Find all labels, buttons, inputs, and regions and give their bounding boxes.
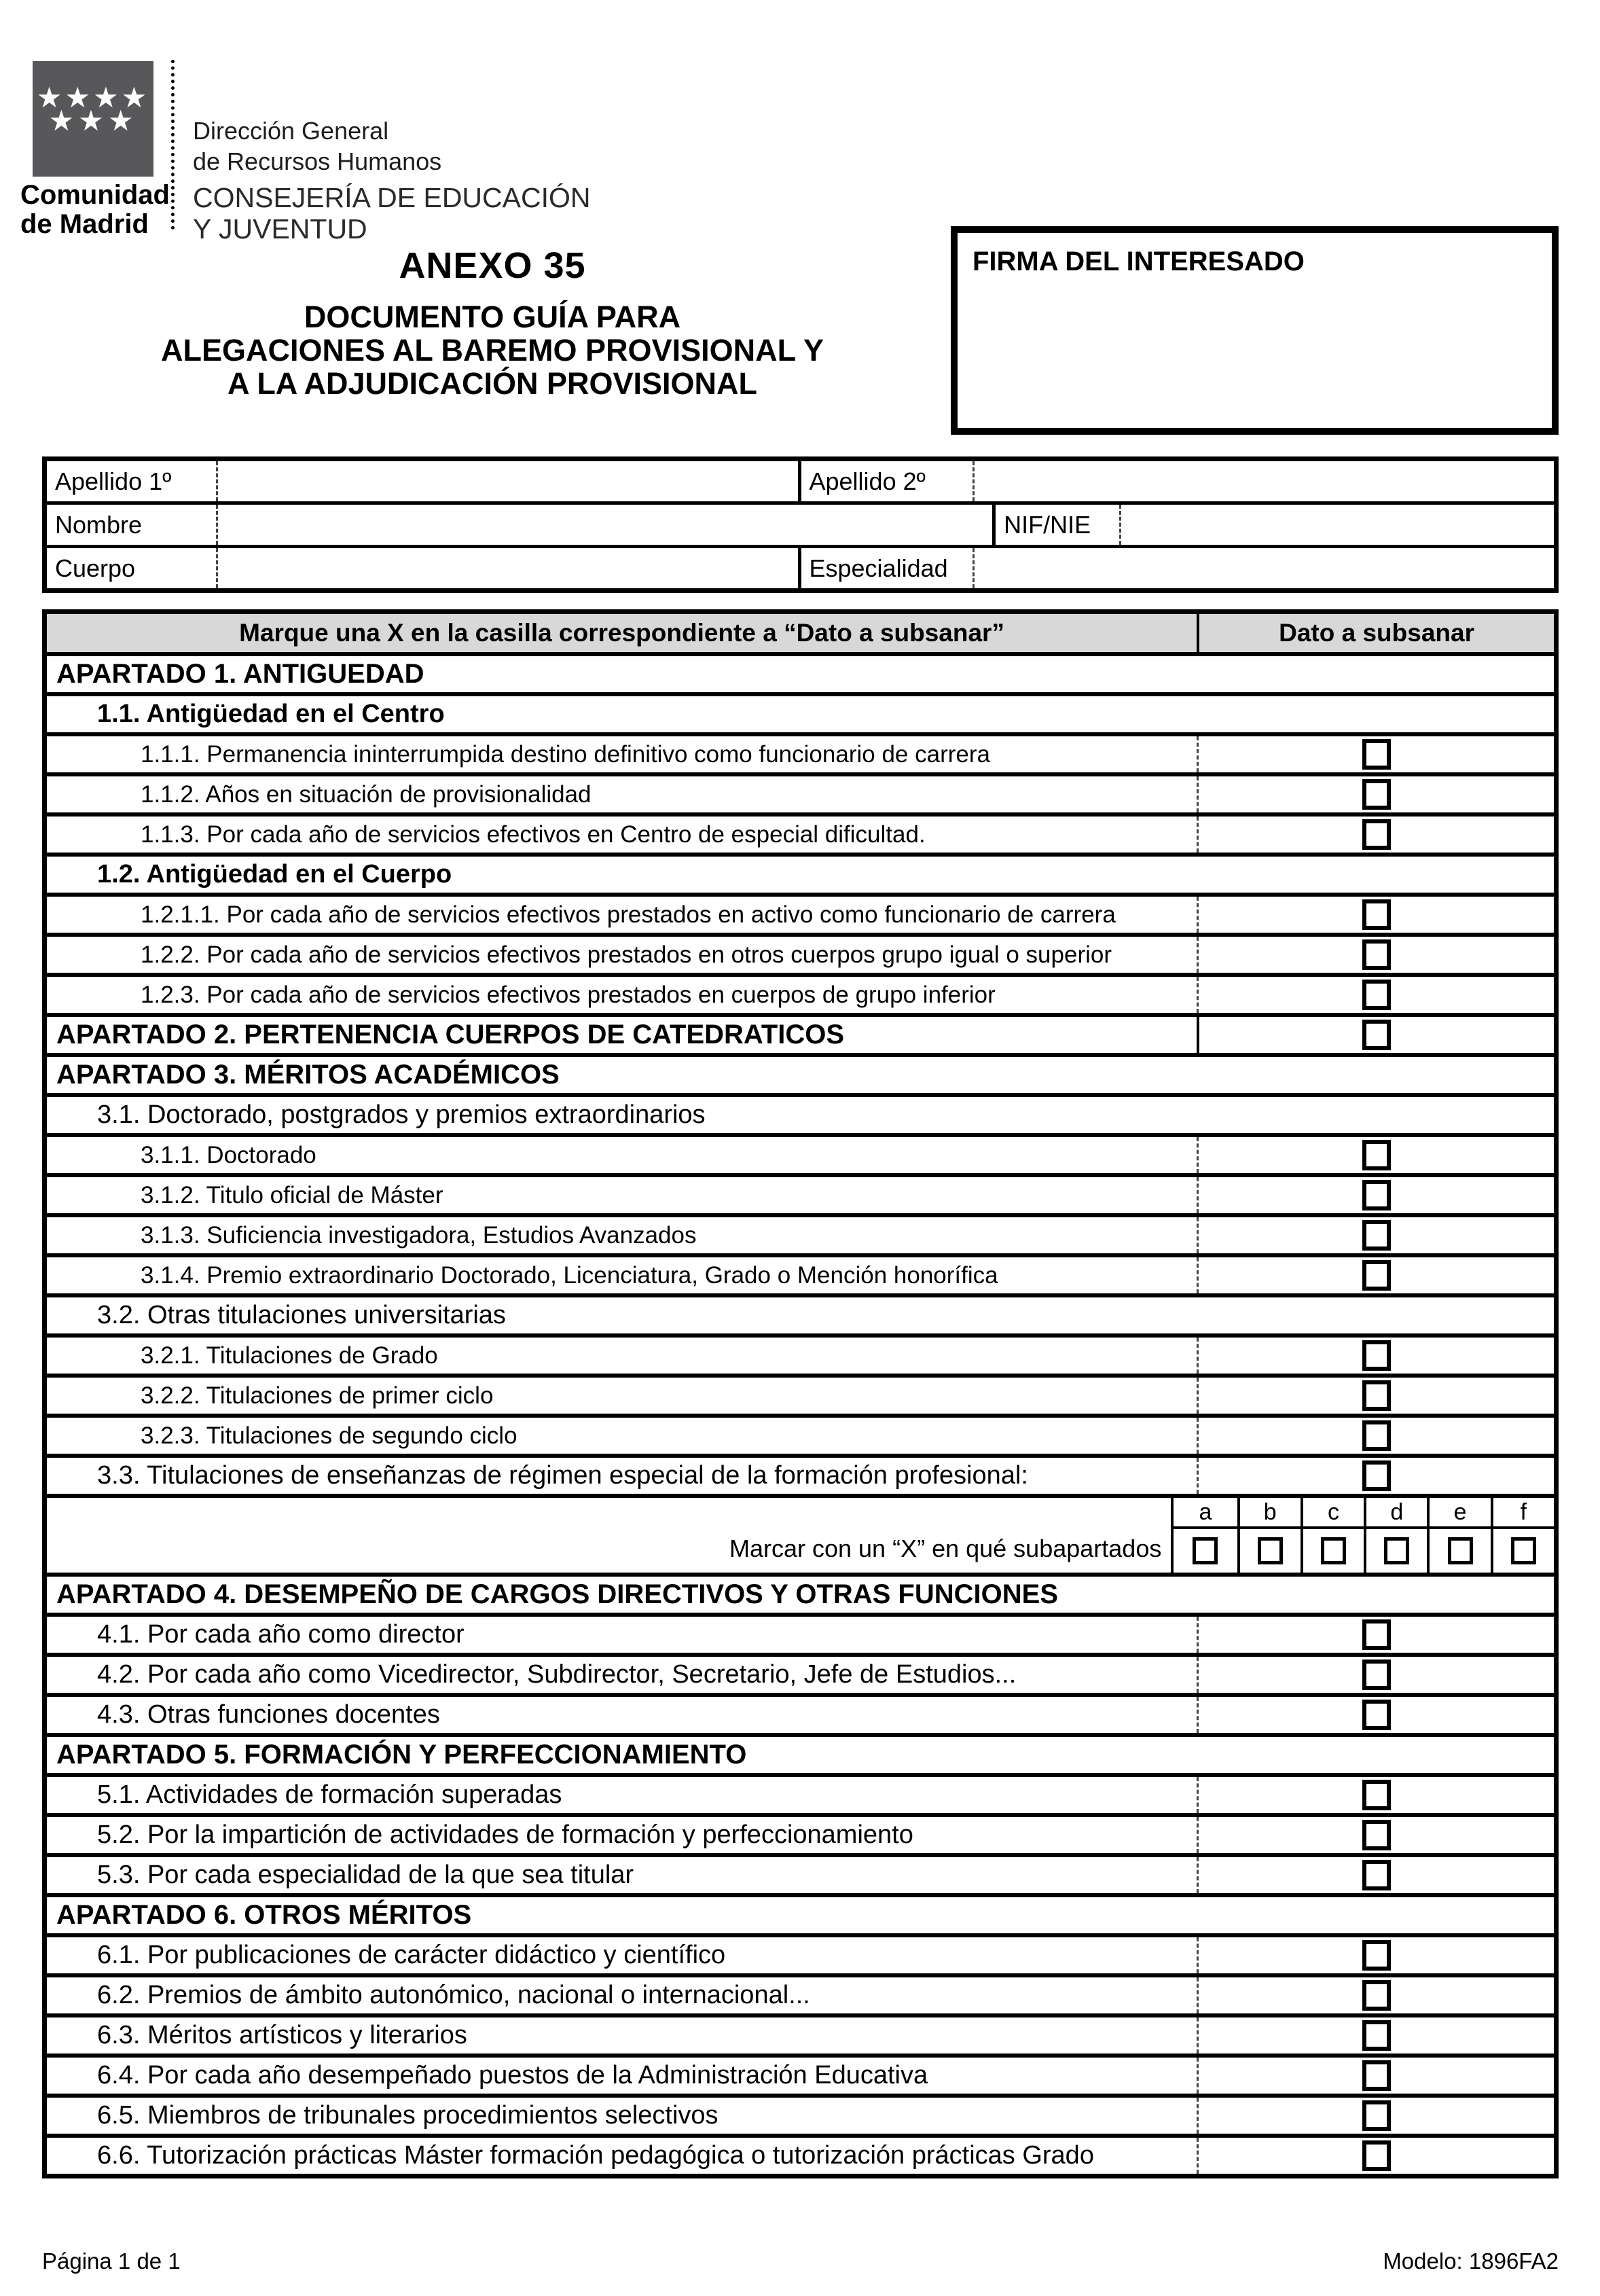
dato-a-subsanar-checkbox[interactable] [1362,2100,1391,2131]
subapartados-checkbox-row [1174,1529,1554,1573]
dato-a-subsanar-cell [1197,1977,1554,2013]
table-row [47,772,1554,812]
table-row [47,1973,1554,2013]
subapartado-e-checkbox[interactable] [1448,1537,1473,1564]
row-label: 4.1. Por cada año como director [97,1620,465,1649]
dato-a-subsanar-cell [1197,2058,1554,2094]
dato-a-subsanar-checkbox[interactable] [1362,1780,1391,1810]
row-label: 1.1.3. Por cada año de servicios efectivos en Centro de especial dificultad. [141,821,926,848]
nombre-field[interactable] [218,505,992,545]
row-label: APARTADO 4. DESEMPEÑO DE CARGOS DIRECTIVOS Y OTRAS FUNCIONES [56,1579,1058,1609]
dato-a-subsanar-checkbox[interactable] [1362,1380,1391,1411]
table-row [47,692,1554,732]
model-number: Modelo: 1896FA2 [1383,2248,1559,2274]
row-label: 1.2.2. Por cada año de servicios efectivos prestados en otros cuerpos grupo igual o superior [141,941,1112,968]
madrid-flag-stars-icon [33,82,153,137]
row-label: 3.1.1. Doctorado [141,1141,316,1168]
personal-data-table [42,456,1559,593]
dato-a-subsanar-cell [1197,1338,1554,1374]
row-label: 3.2.3. Titulaciones de segundo ciclo [141,1422,517,1449]
table-row [47,933,1554,973]
dato-a-subsanar-checkbox[interactable] [1362,2140,1391,2171]
apellido2-label: Apellido 2º [798,461,975,501]
subapartado-a-checkbox[interactable] [1193,1537,1218,1564]
dato-a-subsanar-cell [1197,736,1554,772]
logo-caption-line2: de Madrid [20,209,149,239]
dato-a-subsanar-cell [1197,1137,1554,1173]
row-label: 1.1.2. Años en situación de provisionalidad [141,781,592,808]
subapartado-e-cell [1427,1529,1490,1573]
nif-label: NIF/NIE [992,505,1121,545]
row-label: 3.1.2. Titulo oficial de Máster [141,1181,443,1208]
table-header-right: Dato a subsanar [1197,614,1554,652]
row-label: APARTADO 6. OTROS MÉRITOS [56,1900,472,1930]
dato-a-subsanar-cell [1197,977,1554,1013]
row-label: 5.3. Por cada especialidad de la que sea titular [97,1861,634,1889]
subapartado-letter: d [1364,1498,1427,1526]
dato-a-subsanar-cell [1197,1418,1554,1454]
org-line: de Recursos Humanos [193,147,442,175]
row-label: 3.2.2. Titulaciones de primer ciclo [141,1382,494,1409]
dato-a-subsanar-cell [1197,1177,1554,1213]
row-label: APARTADO 5. FORMACIÓN Y PERFECCIONAMIENTO [56,1740,747,1770]
row-label: 6.2. Premios de ámbito autonómico, nacional o internacional... [97,1981,810,2009]
row-label: 6.1. Por publicaciones de carácter didáctico y científico [97,1941,726,1969]
table-row [47,1053,1554,1093]
document-title-line: A LA ADJUDICACIÓN PROVISIONAL [227,366,758,401]
dato-a-subsanar-checkbox[interactable] [1362,1700,1391,1730]
baremo-checklist-table [42,609,1559,2178]
subapartado-f-checkbox[interactable] [1511,1537,1536,1564]
table-row [47,1374,1554,1414]
logo-caption-line1: Comunidad [20,180,170,210]
document-title-line: ALEGACIONES AL BAREMO PROVISIONAL Y [161,333,824,367]
subapartado-letter: e [1427,1498,1490,1526]
apellido1-label: Apellido 1º [47,461,218,501]
dato-a-subsanar-cell [1197,937,1554,973]
dato-a-subsanar-checkbox[interactable] [1362,1660,1391,1690]
table-row [47,1093,1554,1133]
row-label: APARTADO 1. ANTIGUEDAD [56,659,424,689]
dato-a-subsanar-cell [1197,1257,1554,1293]
subapartados-letter-row [1174,1498,1554,1529]
signature-box-label: FIRMA DEL INTERESADO [972,247,1305,276]
dato-a-subsanar-cell [1197,776,1554,812]
subapartado-f-cell [1491,1529,1554,1573]
dato-a-subsanar-checkbox[interactable] [1362,1140,1391,1170]
org-line: CONSEJERÍA DE EDUCACIÓN [193,182,591,213]
dato-a-subsanar-cell [1197,1817,1554,1853]
row-label: 3.1. Doctorado, postgrados y premios extraordinarios [97,1100,706,1129]
table-row [47,1893,1554,1933]
dato-a-subsanar-cell [1197,1657,1554,1693]
personal-row-apellidos [47,461,1554,501]
row-label: 4.2. Por cada año como Vicedirector, Subdirector, Secretario, Jefe de Estudios... [97,1660,1017,1689]
subapartado-c-checkbox[interactable] [1321,1537,1346,1564]
dato-a-subsanar-checkbox[interactable] [1362,1460,1391,1491]
table-row [47,2013,1554,2053]
row-label: 1.2.3. Por cada año de servicios efectivos prestados en cuerpos de grupo inferior [141,981,996,1008]
comunidad-de-madrid-logo [33,61,153,177]
table-row [47,1933,1554,1973]
nombre-label: Nombre [47,505,218,545]
dato-a-subsanar-cell [1197,897,1554,933]
row-label: 5.1. Actividades de formación superadas [97,1780,562,1809]
row-label: 3.1.4. Premio extraordinario Doctorado, Licenciatura, Grado o Mención honorífica [141,1261,998,1289]
stars-row-top: ★★★★ [36,82,150,113]
subgrid-row [47,1494,1554,1573]
row-label: APARTADO 2. PERTENENCIA CUERPOS DE CATEDRATICOS [56,1020,845,1050]
dato-a-subsanar-cell [1197,1217,1554,1253]
table-row [47,1333,1554,1374]
cuerpo-field[interactable] [218,548,798,588]
dato-a-subsanar-checkbox[interactable] [1362,2020,1391,2051]
dato-a-subsanar-checkbox[interactable] [1362,939,1391,970]
row-label: 1.1.1. Permanencia ininterrumpida destino definitivo como funcionario de carrera [141,740,990,768]
row-label: 6.5. Miembros de tribunales procedimientos selectivos [97,2101,719,2130]
dato-a-subsanar-cell [1197,1378,1554,1414]
table-row [47,1133,1554,1173]
table-row [47,1414,1554,1454]
table-row [47,893,1554,933]
row-label: 6.4. Por cada año desempeñado puestos de la Administración Educativa [97,2061,928,2089]
table-row [47,812,1554,853]
dato-a-subsanar-cell [1197,1937,1554,1973]
personal-row-cuerpo [47,545,1554,588]
table-row [47,1173,1554,1213]
table-row [47,1454,1554,1494]
document-title [48,300,937,400]
dato-a-subsanar-checkbox[interactable] [1362,1820,1391,1850]
signature-area[interactable] [964,287,1545,421]
especialidad-field[interactable] [975,548,1554,588]
dato-a-subsanar-checkbox[interactable] [1362,819,1391,850]
table-row [47,1693,1554,1733]
dato-a-subsanar-cell [1197,1857,1554,1893]
dato-a-subsanar-checkbox[interactable] [1362,2060,1391,2091]
dato-a-subsanar-cell [1197,2098,1554,2134]
dato-a-subsanar-checkbox[interactable] [1362,1340,1391,1371]
table-row [47,1653,1554,1693]
subapartado-d-cell [1364,1529,1427,1573]
row-label: APARTADO 3. MÉRITOS ACADÉMICOS [56,1060,560,1090]
row-label: 4.3. Otras funciones docentes [97,1700,440,1729]
table-rows [47,652,1554,2174]
dato-a-subsanar-checkbox[interactable] [1362,739,1391,770]
dato-a-subsanar-checkbox[interactable] [1362,1940,1391,1971]
dato-a-subsanar-cell [1197,1458,1554,1494]
table-header-left: Marque una X en la casilla correspondiente a “Dato a subsanar” [239,619,1004,647]
cuerpo-label: Cuerpo [47,548,218,588]
dato-a-subsanar-cell [1197,1697,1554,1733]
subapartado-letter: f [1491,1498,1554,1526]
row-label: 3.2. Otras titulaciones universitarias [97,1301,506,1329]
subapartado-letter: b [1237,1498,1301,1526]
table-row [47,2053,1554,2094]
row-label: 3.1.3. Suficiencia investigadora, Estudios Avanzados [141,1221,697,1249]
signature-box [951,226,1559,435]
row-label: 6.6. Tutorización prácticas Máster formación pedagógica o tutorización prácticas Grado [97,2141,1094,2170]
table-row [47,1813,1554,1853]
subapartado-c-cell [1301,1529,1364,1573]
dato-a-subsanar-checkbox[interactable] [1362,899,1391,930]
subapartado-letter: a [1199,1499,1212,1525]
org-block [193,115,591,245]
table-row [47,1853,1554,1893]
annex-title: ANEXO 35 [399,245,586,286]
dato-a-subsanar-checkbox[interactable] [1362,1260,1391,1291]
table-row [47,2094,1554,2134]
dato-a-subsanar-cell [1197,1777,1554,1813]
dato-a-subsanar-cell [1197,817,1554,853]
subapartado-letter: c [1301,1498,1364,1526]
document-title-line: DOCUMENTO GUÍA PARA [304,300,681,334]
table-row [47,1293,1554,1333]
header-divider [171,60,175,230]
stars-row-bottom: ★★★ [48,105,138,137]
row-label: 3.3. Titulaciones de enseñanzas de régimen especial de la formación profesional: [97,1461,1028,1490]
table-row [47,1213,1554,1253]
logo-caption [20,181,170,239]
org-line: Dirección General [193,117,389,145]
subapartados-table [1171,1498,1554,1573]
subapartado-d-checkbox[interactable] [1384,1537,1409,1564]
page-number: Página 1 de 1 [42,2248,181,2274]
row-label: 3.2.1. Titulaciones de Grado [141,1342,438,1369]
table-row [47,732,1554,772]
dato-a-subsanar-checkbox[interactable] [1362,1420,1391,1451]
row-label: 1.1. Antigüedad en el Centro [97,700,445,728]
nif-field[interactable] [1121,505,1554,545]
table-row [47,1013,1554,1053]
dato-a-subsanar-checkbox[interactable] [1362,1980,1391,2011]
personal-row-nombre [47,501,1554,545]
table-row [47,2134,1554,2174]
table-row [47,1733,1554,1773]
table-row [47,1613,1554,1653]
row-label: 5.2. Por la impartición de actividades de formación y perfeccionamiento [97,1820,913,1849]
table-row [47,973,1554,1013]
dato-a-subsanar-checkbox[interactable] [1362,1180,1391,1210]
row-label: 1.2. Antigüedad en el Cuerpo [97,860,452,889]
org-line: Y JUVENTUD [193,213,367,245]
subapartado-a-cell [1174,1529,1237,1573]
dato-a-subsanar-checkbox[interactable] [1362,1020,1391,1050]
dato-a-subsanar-cell [1197,2138,1554,2174]
apellido2-field[interactable] [975,461,1554,501]
apellido1-field[interactable] [218,461,798,501]
table-row [47,1253,1554,1293]
table-header-row [47,614,1554,652]
subapartado-b-cell [1237,1529,1301,1573]
dato-a-subsanar-checkbox[interactable] [1362,980,1391,1010]
subapartado-b-checkbox[interactable] [1258,1537,1283,1564]
table-row [47,1573,1554,1613]
subgrid-caption-cell [47,1498,1171,1573]
dato-a-subsanar-checkbox[interactable] [1362,1220,1391,1251]
table-row [47,652,1554,692]
table-row [47,853,1554,893]
dato-a-subsanar-checkbox[interactable] [1362,1860,1391,1890]
row-label: 6.3. Méritos artísticos y literarios [97,2021,467,2049]
dato-a-subsanar-cell [1197,2017,1554,2053]
especialidad-label: Especialidad [798,548,975,588]
dato-a-subsanar-cell [1197,1617,1554,1653]
dato-a-subsanar-cell [1197,1017,1554,1053]
dato-a-subsanar-checkbox[interactable] [1362,1619,1391,1650]
subgrid-caption: Marcar con un “X” en qué subapartados [729,1535,1162,1562]
row-label: 1.2.1.1. Por cada año de servicios efectivos prestados en activo como funcionario de carrera [141,901,1116,928]
table-row [47,1773,1554,1813]
dato-a-subsanar-checkbox[interactable] [1362,779,1391,810]
